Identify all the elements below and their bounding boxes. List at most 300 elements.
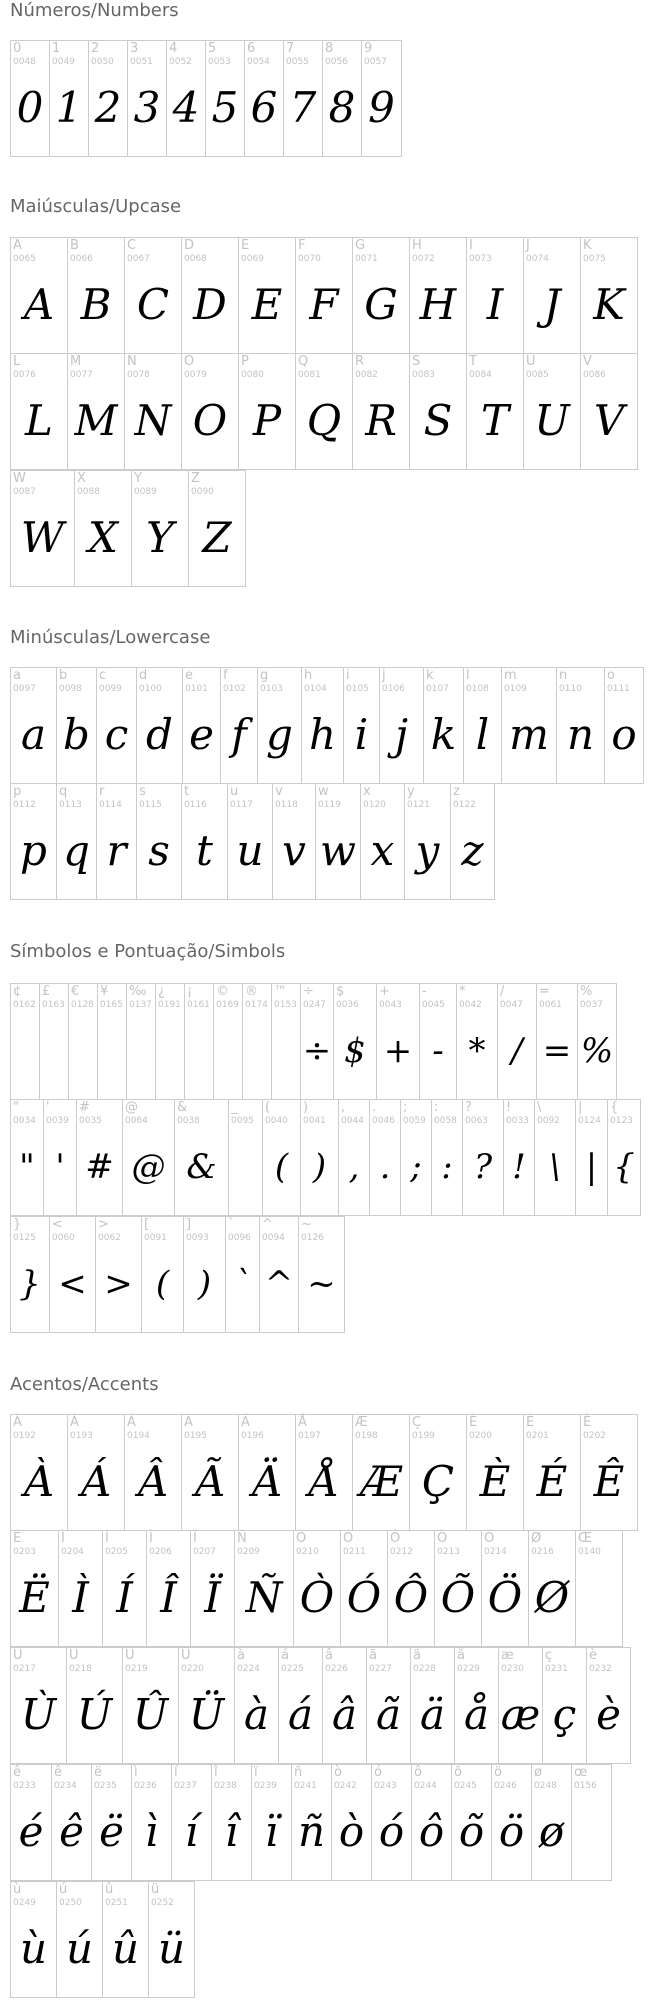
glyph-preview: H xyxy=(419,280,457,329)
glyph-code: 0237 xyxy=(174,1781,197,1791)
glyph-cell xyxy=(225,1216,260,1333)
glyph-label: * xyxy=(459,984,466,999)
glyph-cell xyxy=(580,237,638,354)
glyph-label: Ø xyxy=(531,1531,542,1546)
glyph-cell xyxy=(131,470,189,587)
glyph-code: 0074 xyxy=(526,254,549,264)
glyph-cell xyxy=(67,1414,125,1531)
glyph-preview: V xyxy=(593,396,625,445)
glyph-preview: " xyxy=(19,1147,35,1187)
glyph-code: 0053 xyxy=(208,57,231,67)
glyph-preview: J xyxy=(543,280,561,329)
glyph-label: è xyxy=(589,1648,597,1663)
glyph-label: ë xyxy=(94,1765,102,1780)
glyph-cell xyxy=(523,1414,581,1531)
glyph-preview: Â xyxy=(137,1457,169,1506)
glyph-label: K xyxy=(583,238,592,253)
glyph-preview: d xyxy=(146,710,173,759)
glyph-cell xyxy=(58,1530,103,1647)
glyph-label: Î xyxy=(149,1531,153,1546)
glyph-label: ü xyxy=(151,1882,160,1897)
glyph-code: 0123 xyxy=(610,1116,633,1126)
glyph-code: 0120 xyxy=(363,800,386,810)
glyph-code: 0116 xyxy=(184,800,207,810)
glyph-preview: D xyxy=(193,280,227,329)
glyph-label: É xyxy=(526,1415,535,1430)
glyph-label: Â xyxy=(127,1415,136,1430)
glyph-cell xyxy=(56,1881,103,1998)
glyph-label: a xyxy=(13,668,21,683)
glyph-preview: o xyxy=(611,710,637,759)
glyph-code: 0169 xyxy=(216,1000,239,1010)
glyph-cell xyxy=(534,1099,576,1216)
glyph-preview: Y xyxy=(146,513,174,562)
glyph-label: / xyxy=(500,984,505,999)
glyph-code: 0051 xyxy=(130,57,153,67)
glyph-cell xyxy=(95,1216,142,1333)
glyph-preview: | xyxy=(585,1147,598,1187)
glyph-row xyxy=(10,1765,638,1882)
glyph-label: < xyxy=(52,1217,63,1232)
glyph-preview: Ò xyxy=(299,1573,335,1622)
glyph-cell xyxy=(74,470,132,587)
glyph-label: ¿ xyxy=(158,984,165,999)
glyph-code: 0044 xyxy=(341,1116,364,1126)
glyph-code: 0200 xyxy=(469,1431,492,1441)
glyph-cell xyxy=(577,983,617,1100)
glyph-preview: b xyxy=(63,710,90,759)
glyph-code: 0194 xyxy=(127,1431,150,1441)
glyph-code: 0087 xyxy=(13,487,36,497)
glyph-row xyxy=(10,1217,641,1334)
glyph-preview: ü xyxy=(157,1924,186,1973)
glyph-label: z xyxy=(453,784,460,799)
glyph-code: 0086 xyxy=(583,370,606,380)
glyph-code: 0225 xyxy=(281,1664,304,1674)
glyph-preview: G xyxy=(364,280,398,329)
glyph-label: Æ xyxy=(355,1415,368,1430)
glyph-cell xyxy=(580,1414,638,1531)
glyph-label: È xyxy=(469,1415,478,1430)
glyph-label: ì xyxy=(134,1765,138,1780)
glyph-cell xyxy=(141,1216,184,1333)
glyph-preview: ) xyxy=(312,1147,327,1187)
glyph-code: 0038 xyxy=(177,1116,200,1126)
glyph-cell xyxy=(96,783,137,900)
glyph-label: E xyxy=(241,238,250,253)
glyph-code: 0061 xyxy=(539,1000,562,1010)
glyph-label: h xyxy=(304,668,313,683)
glyph-label: l xyxy=(466,668,470,683)
glyph-label: ; xyxy=(403,1100,408,1115)
glyph-label: ã xyxy=(369,1648,377,1663)
glyph-cell xyxy=(238,1414,296,1531)
glyph-cell xyxy=(456,983,498,1100)
glyph-grid xyxy=(10,667,644,901)
glyph-preview: ÷ xyxy=(302,1031,332,1071)
glyph-preview: ã xyxy=(375,1690,402,1739)
glyph-label: c xyxy=(99,668,107,683)
glyph-code: 0161 xyxy=(187,1000,210,1010)
glyph-cell xyxy=(293,1530,341,1647)
glyph-preview: Ú xyxy=(76,1690,113,1739)
glyph-label: ¢ xyxy=(13,984,22,999)
glyph-cell xyxy=(10,237,68,354)
glyph-preview: Í xyxy=(116,1573,133,1622)
glyph-cell xyxy=(181,1414,239,1531)
glyph-preview: 4 xyxy=(172,83,200,132)
glyph-cell xyxy=(366,1647,411,1764)
glyph-code: 0233 xyxy=(13,1781,36,1791)
glyph-preview: A xyxy=(23,280,55,329)
glyph-code: 0220 xyxy=(181,1664,204,1674)
glyph-preview: ~ xyxy=(307,1264,336,1304)
glyph-cell xyxy=(10,1764,52,1881)
glyph-code: 0039 xyxy=(46,1116,69,1126)
glyph-cell xyxy=(463,667,502,784)
glyph-preview: Ê xyxy=(593,1457,625,1506)
glyph-code: 0212 xyxy=(390,1547,413,1557)
glyph-cell xyxy=(466,237,524,354)
glyph-cell xyxy=(431,1099,463,1216)
glyph-code: 0124 xyxy=(578,1116,601,1126)
glyph-preview: C xyxy=(136,280,170,329)
glyph-label: U xyxy=(526,354,536,369)
glyph-cell xyxy=(481,1530,529,1647)
glyph-code: 0218 xyxy=(69,1664,92,1674)
glyph-cell xyxy=(10,1530,59,1647)
glyph-label: ù xyxy=(13,1882,22,1897)
glyph-preview: I xyxy=(486,280,504,329)
glyph-cell xyxy=(410,1647,455,1764)
glyph-code: 0035 xyxy=(79,1116,102,1126)
glyph-label: , xyxy=(341,1100,346,1115)
glyph-code: 0081 xyxy=(298,370,321,380)
glyph-grid xyxy=(10,1414,638,1999)
glyph-code: 0050 xyxy=(91,57,114,67)
glyph-cell xyxy=(181,237,239,354)
glyph-code: 0217 xyxy=(13,1664,36,1674)
glyph-label: € xyxy=(71,984,80,999)
glyph-preview: s xyxy=(148,826,170,875)
glyph-cell xyxy=(271,983,301,1100)
glyph-label: m xyxy=(504,668,517,683)
glyph-label: T xyxy=(469,354,477,369)
glyph-label: â xyxy=(325,1648,333,1663)
glyph-cell xyxy=(102,1530,147,1647)
glyph-label: g xyxy=(260,668,269,683)
glyph-label: Ú xyxy=(69,1648,79,1663)
glyph-cell xyxy=(10,1099,44,1216)
glyph-code: 0114 xyxy=(99,800,122,810)
glyph-cell xyxy=(322,1647,367,1764)
glyph-cell xyxy=(586,1647,631,1764)
glyph-row xyxy=(10,1531,638,1648)
glyph-cell xyxy=(361,40,402,157)
glyph-cell xyxy=(124,1414,182,1531)
glyph-preview: - xyxy=(432,1031,444,1071)
glyph-preview: O xyxy=(192,396,228,445)
glyph-cell xyxy=(10,1881,57,1998)
glyph-label: å xyxy=(457,1648,465,1663)
glyph-label: d xyxy=(139,668,148,683)
glyph-code: 0062 xyxy=(98,1233,121,1243)
glyph-cell xyxy=(298,1216,345,1333)
glyph-label: ï xyxy=(254,1765,258,1780)
glyph-label: F xyxy=(298,238,306,253)
glyph-preview: Á xyxy=(80,1457,112,1506)
glyph-cell xyxy=(331,1764,372,1881)
glyph-label: ê xyxy=(13,1765,21,1780)
glyph-code: 0085 xyxy=(526,370,549,380)
glyph-cell xyxy=(454,1647,499,1764)
glyph-label: 8 xyxy=(325,41,334,56)
glyph-code: 0213 xyxy=(437,1547,460,1557)
glyph-code: 0063 xyxy=(465,1116,488,1126)
glyph-preview: Ô xyxy=(393,1573,429,1622)
glyph-cell xyxy=(127,40,167,157)
glyph-preview: & xyxy=(186,1147,217,1187)
glyph-label: S xyxy=(412,354,421,369)
glyph-label: : xyxy=(434,1100,439,1115)
glyph-preview: ö xyxy=(498,1807,525,1856)
glyph-label: q xyxy=(59,784,68,799)
glyph-cell xyxy=(259,1216,299,1333)
glyph-label: L xyxy=(13,354,21,369)
glyph-cell xyxy=(49,40,89,157)
glyph-preview: q xyxy=(63,826,90,875)
glyph-cell xyxy=(68,983,98,1100)
glyph-preview: > xyxy=(104,1264,133,1304)
glyph-label: I xyxy=(469,238,473,253)
glyph-row xyxy=(10,1414,638,1531)
glyph-cell xyxy=(497,983,537,1100)
glyph-preview: õ xyxy=(458,1807,485,1856)
glyph-preview: ( xyxy=(155,1264,170,1304)
glyph-code: 0201 xyxy=(526,1431,549,1441)
glyph-code: 0067 xyxy=(127,254,150,264)
glyph-code: 0245 xyxy=(454,1781,477,1791)
glyph-label: @ xyxy=(125,1100,138,1115)
glyph-cell xyxy=(571,1764,612,1881)
glyph-label: Z xyxy=(191,471,200,486)
glyph-label: õ xyxy=(454,1765,462,1780)
glyph-label: ] xyxy=(186,1217,192,1232)
glyph-cell xyxy=(295,1414,353,1531)
glyph-code: 0112 xyxy=(13,800,36,810)
glyph-preview: æ xyxy=(500,1690,541,1739)
glyph-label: 2 xyxy=(91,41,100,56)
glyph-cell xyxy=(278,1647,323,1764)
glyph-preview: n xyxy=(566,710,595,759)
glyph-label: À xyxy=(13,1415,22,1430)
glyph-label: Ê xyxy=(583,1415,592,1430)
glyph-cell xyxy=(184,983,214,1100)
glyph-code: 0042 xyxy=(459,1000,482,1010)
glyph-preview: Ë xyxy=(19,1573,50,1622)
glyph-preview: , xyxy=(348,1147,360,1187)
glyph-row xyxy=(10,784,644,901)
glyph-label: J xyxy=(526,238,530,253)
glyph-cell xyxy=(295,353,353,470)
glyph-preview: U xyxy=(534,396,570,445)
glyph-cell xyxy=(124,237,182,354)
glyph-label: Ã xyxy=(184,1415,193,1430)
glyph-code: 0082 xyxy=(355,370,378,380)
glyph-code: 0122 xyxy=(453,800,476,810)
glyph-code: 0126 xyxy=(301,1233,324,1243)
glyph-preview: È xyxy=(479,1457,511,1506)
glyph-preview: } xyxy=(19,1264,41,1304)
glyph-cell xyxy=(227,783,273,900)
glyph-preview: Q xyxy=(306,396,342,445)
glyph-code: 0165 xyxy=(100,1000,123,1010)
glyph-code: 0199 xyxy=(412,1431,435,1441)
glyph-label: Ä xyxy=(241,1415,250,1430)
glyph-label: n xyxy=(559,668,568,683)
glyph-row xyxy=(10,983,641,1100)
glyph-cell xyxy=(10,1216,50,1333)
glyph-code: 0049 xyxy=(52,57,75,67)
glyph-code: 0092 xyxy=(537,1116,560,1126)
glyph-label: Ì xyxy=(61,1531,65,1546)
glyph-row xyxy=(10,354,638,471)
glyph-label: _ xyxy=(231,1100,238,1115)
glyph-cell xyxy=(343,667,380,784)
glyph-label: = xyxy=(539,984,550,999)
glyph-label: 3 xyxy=(130,41,139,56)
glyph-code: 0054 xyxy=(247,57,270,67)
glyph-cell xyxy=(376,983,420,1100)
glyph-preview: = xyxy=(542,1031,572,1071)
glyph-preview: j xyxy=(394,710,409,759)
glyph-code: 0073 xyxy=(469,254,492,264)
glyph-label: ( xyxy=(265,1100,271,1115)
glyph-code: 0110 xyxy=(559,684,582,694)
glyph-code: 0103 xyxy=(260,684,283,694)
glyph-cell xyxy=(491,1764,532,1881)
glyph-label: © xyxy=(216,984,229,999)
glyph-label: e xyxy=(185,668,193,683)
glyph-preview: ò xyxy=(338,1807,365,1856)
glyph-preview: R xyxy=(365,396,397,445)
glyph-code: 0066 xyxy=(70,254,93,264)
glyph-cell xyxy=(174,1099,229,1216)
glyph-preview: c xyxy=(104,710,129,759)
glyph-label: ê xyxy=(54,1765,62,1780)
glyph-code: 0043 xyxy=(379,1000,402,1010)
glyph-cell xyxy=(338,1099,370,1216)
glyph-label: b xyxy=(59,668,68,683)
glyph-cell xyxy=(400,1099,432,1216)
glyph-row xyxy=(10,40,402,157)
glyph-preview: M xyxy=(74,396,118,445)
glyph-preview: / xyxy=(511,1031,523,1071)
glyph-preview: Ç xyxy=(421,1457,455,1506)
glyph-preview: 8 xyxy=(328,83,356,132)
glyph-preview: ï xyxy=(264,1807,279,1856)
glyph-code: 0226 xyxy=(325,1664,348,1674)
glyph-preview: û xyxy=(111,1924,140,1973)
glyph-row xyxy=(10,1100,641,1217)
glyph-code: 0095 xyxy=(231,1116,254,1126)
glyph-cell xyxy=(131,1764,172,1881)
glyph-label: j xyxy=(382,668,386,683)
glyph-code: 0252 xyxy=(151,1898,174,1908)
glyph-code: 0105 xyxy=(346,684,369,694)
glyph-label: C xyxy=(127,238,137,253)
glyph-label: Õ xyxy=(437,1531,448,1546)
glyph-code: 0036 xyxy=(336,1000,359,1010)
glyph-preview: ç xyxy=(552,1690,577,1739)
glyph-cell xyxy=(10,983,40,1100)
glyph-preview: r xyxy=(106,826,127,875)
glyph-grid xyxy=(10,40,402,157)
glyph-label: R xyxy=(355,354,365,369)
glyph-preview: l xyxy=(475,710,490,759)
glyph-code: 0196 xyxy=(241,1431,264,1441)
glyph-label: B xyxy=(70,238,79,253)
glyph-cell xyxy=(575,1099,608,1216)
glyph-preview: 5 xyxy=(211,83,239,132)
glyph-label: i xyxy=(346,668,350,683)
glyph-cell xyxy=(10,40,50,157)
glyph-code: 0089 xyxy=(134,487,157,497)
glyph-cell xyxy=(503,1099,535,1216)
glyph-code: 0091 xyxy=(144,1233,167,1243)
glyph-cell xyxy=(528,1530,576,1647)
glyph-preview: 6 xyxy=(250,83,278,132)
glyph-preview: ? xyxy=(473,1147,493,1187)
glyph-cell xyxy=(272,783,316,900)
glyph-label: ` xyxy=(228,1217,235,1232)
glyph-preview: Ì xyxy=(72,1573,89,1622)
glyph-label: ¡ xyxy=(187,984,193,999)
glyph-code: 0111 xyxy=(607,684,630,694)
glyph-code: 0193 xyxy=(70,1431,93,1441)
glyph-label: ' xyxy=(46,1100,50,1115)
glyph-preview: å xyxy=(463,1690,490,1739)
glyph-preview: F xyxy=(309,280,339,329)
glyph-preview: À xyxy=(23,1457,55,1506)
glyph-code: 0069 xyxy=(241,254,264,264)
glyph-code: 0224 xyxy=(237,1664,260,1674)
glyph-preview: ( xyxy=(274,1147,289,1187)
glyph-preview: 7 xyxy=(289,83,317,132)
glyph-cell xyxy=(434,1530,482,1647)
glyph-label: Q xyxy=(298,354,309,369)
glyph-preview: É xyxy=(536,1457,568,1506)
glyph-cell xyxy=(379,667,424,784)
glyph-preview: S xyxy=(423,396,453,445)
glyph-cell xyxy=(352,353,410,470)
glyph-cell xyxy=(136,667,183,784)
glyph-cell xyxy=(148,1881,195,1998)
glyph-preview: 9 xyxy=(368,83,395,132)
glyph-cell xyxy=(466,1414,524,1531)
glyph-preview: E xyxy=(251,280,283,329)
glyph-cell xyxy=(10,353,68,470)
glyph-label: Ï xyxy=(193,1531,197,1546)
glyph-label: u xyxy=(230,784,239,799)
glyph-cell xyxy=(182,667,221,784)
glyph-code: 0140 xyxy=(578,1547,601,1557)
glyph-label: œ xyxy=(574,1765,588,1780)
glyph-label: ¥ xyxy=(100,984,109,999)
glyph-cell xyxy=(450,783,495,900)
glyph-preview: î xyxy=(224,1807,239,1856)
glyph-code: 0098 xyxy=(59,684,82,694)
